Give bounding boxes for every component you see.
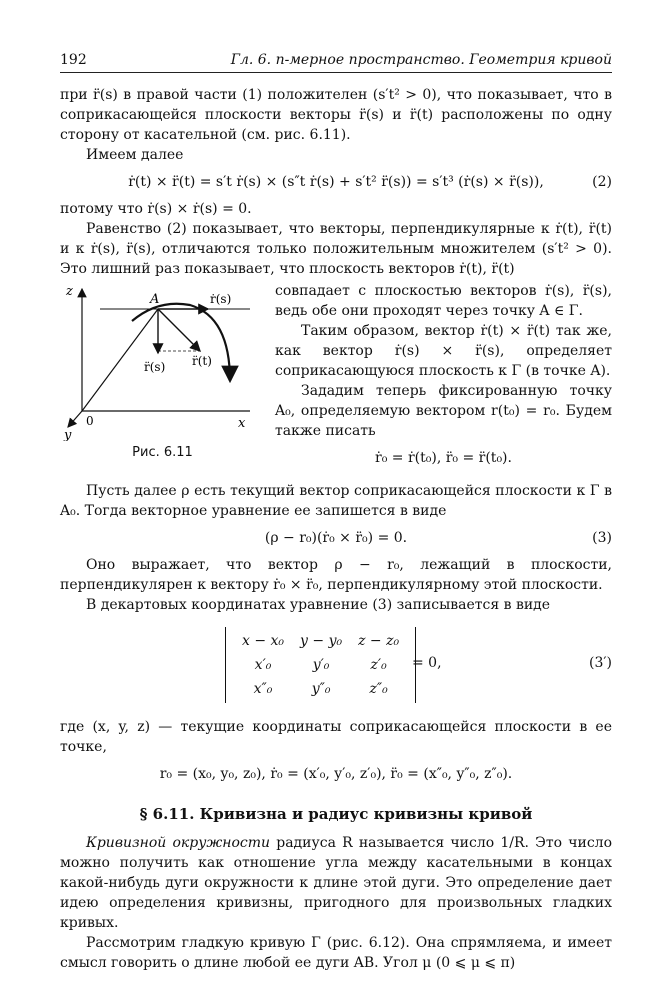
side-paragraph-2: Таким образом, вектор ṙ(t) × r̈(t) так же, как вектор ṙ(s) × r̈(s), определяет соприкасающуюся плоскость к Γ (в точке A). (275, 323, 612, 379)
det-cell: x − x₀ (242, 633, 285, 649)
determinant-tail: = 0, (412, 655, 442, 671)
figure-diagram (60, 281, 265, 441)
paragraph-7: В декартовых координатах уравнение (3) записывается в виде (86, 597, 551, 613)
y-axis (68, 411, 82, 427)
label-rdot: ṙ(s) (210, 292, 232, 306)
page-number: 192 (60, 52, 87, 68)
det-cell: z″₀ (369, 681, 388, 697)
figure-6-11 (60, 281, 265, 475)
label-z: z (66, 284, 73, 299)
det-cell: z − z₀ (358, 633, 400, 649)
paragraph-8: где (x, y, z) — текущие координаты соприкасающейся плоскости в ее точке, (60, 719, 612, 755)
equation-4 (60, 763, 612, 785)
figure-wrap (60, 281, 612, 475)
label-origin: 0 (86, 414, 94, 428)
paragraph-3: потому что ṙ(s) × ṙ(s) = 0. (60, 201, 252, 217)
equation-2-number: (2) (592, 174, 612, 190)
equation-3-body: (ρ − r₀)(ṙ₀ × r̈₀) = 0. (264, 530, 408, 546)
paragraph-6: Оно выражает, что вектор ρ − r₀, лежащий в плоскости, перпендикулярен к вектору ṙ₀ × r̈₀, перпендикулярному этой плоскости. (60, 557, 612, 593)
equation-4-body: r₀ = (x₀, y₀, z₀), ṙ₀ = (x′₀, y′₀, z′₀), r̈₀ = (x″₀, y″₀, z″₀). (159, 766, 513, 782)
figure-side-text (275, 281, 612, 475)
running-title: Гл. 6. n-мерное пространство. Геометрия кривой (230, 52, 612, 68)
det-cell: y″₀ (311, 681, 331, 697)
det-cell: x′₀ (254, 657, 272, 673)
label-y: y (64, 428, 72, 441)
paragraph-1: при r̈(s) в правой части (1) положителен (s′t² > 0), что показывает, что в соприкасающейся плоскости векторы r̈(s) и r̈(t) расположены по одну сторону от касательной (см. рис. 6.11). (60, 87, 612, 143)
equation-2 (60, 171, 612, 193)
det-row (234, 653, 407, 677)
paragraph-5: Пусть далее ρ есть текущий вектор соприкасающейся плоскости к Γ в A₀. Тогда векторное уравнение ее запишется в виде (60, 483, 612, 519)
paragraph-9 (60, 833, 612, 933)
det-cell: y′₀ (312, 657, 330, 673)
det-row (234, 677, 407, 701)
paragraph-9-rest: радиуса R называется число 1/R. Это число можно получить как отношение угла между касательными в концах какой-нибудь дуги окружности к длине этой дуги. Это определение дает идею определения кривизны, пригодного для произвольных гладких кривых. (60, 835, 612, 931)
page-header (60, 52, 612, 73)
section-heading: § 6.11. Кривизна и радиус кривизны кривой (139, 805, 533, 823)
det-row (234, 629, 407, 653)
page (60, 52, 612, 973)
label-x: x (238, 416, 246, 431)
side-equation-body: ṙ₀ = ṙ(t₀), r̈₀ = r̈(t₀). (375, 450, 512, 466)
term-italic: Кривизной окружности (86, 835, 271, 851)
label-A: A (150, 292, 160, 307)
det-cell: z′₀ (370, 657, 387, 673)
paragraph-4: Равенство (2) показывает, что векторы, перпендикулярные к ṙ(t), r̈(t) и к ṙ(s), r̈(s), отличаются только положительным множителем (s′t² > 0). Это лишний раз показывает, что плоскость векторов ṙ(t), r̈(t) (60, 221, 612, 277)
determinant-table (234, 629, 407, 701)
determinant-number: (3′) (588, 655, 612, 671)
determinant (225, 627, 416, 703)
label-rddot-s: r̈(s) (144, 360, 166, 374)
rddot-t-vector (158, 309, 200, 351)
paragraph-2: Имеем далее (86, 147, 184, 163)
equation-3-number: (3) (592, 530, 612, 546)
side-paragraph-1: совпадает с плоскостью векторов ṙ(s), r̈(s), ведь обе они проходят через точку A ∈ Γ. (275, 283, 612, 319)
label-rddot-t: r̈(t) (192, 354, 212, 368)
equation-2-body: ṙ(t) × r̈(t) = s′t ṙ(s) × (s″t ṙ(s) + s′t² r̈(s)) = s′t³ (ṙ(s) × r̈(s)), (128, 174, 544, 190)
side-paragraph-3: Зададим теперь фиксированную точку A₀, определяемую вектором r(t₀) = r₀. Будем также писать (275, 383, 612, 439)
paragraph-10: Рассмотрим гладкую кривую Γ (рис. 6.12). Она спрямляема, и имеет смысл говорить о длине любой ее дуги AB. Угол μ (0 ⩽ μ ⩽ π) (60, 935, 612, 971)
equation-3 (60, 527, 612, 549)
det-cell: x″₀ (253, 681, 273, 697)
det-cell: y − y₀ (300, 633, 343, 649)
determinant-equation (60, 627, 612, 705)
side-equation (275, 447, 612, 469)
figure-caption: Рис. 6.11 (132, 445, 193, 460)
